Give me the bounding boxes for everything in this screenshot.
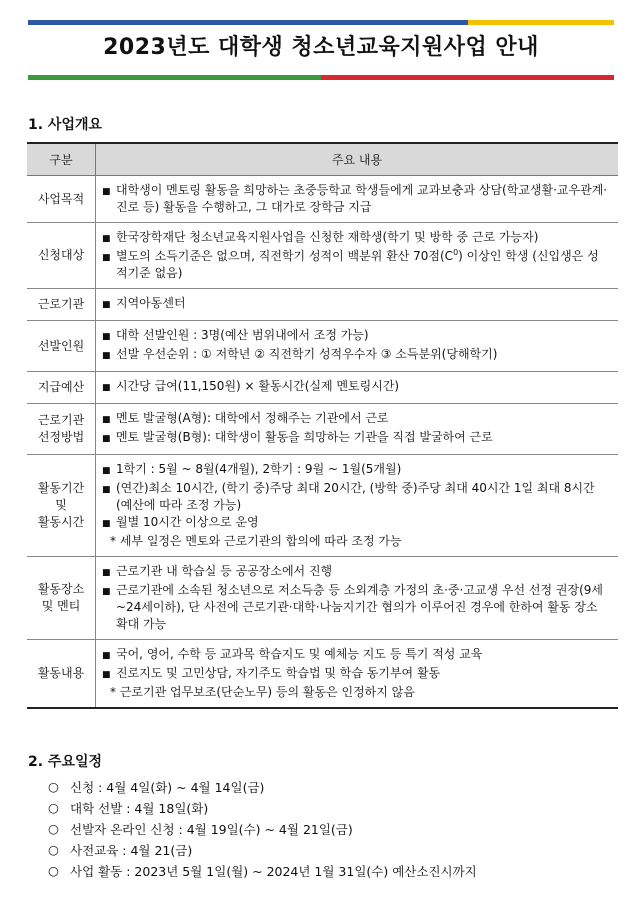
- square-bullet-icon: ■: [102, 187, 111, 197]
- table-row: [27, 557, 618, 640]
- bullet-text: 월별 10시간 이상으로 운영: [116, 515, 259, 529]
- stripe-red: [321, 75, 468, 80]
- square-bullet-icon: ■: [102, 351, 111, 361]
- row-content: [96, 557, 619, 640]
- stripe-blue: [321, 20, 468, 25]
- bullet-item: [102, 410, 610, 429]
- row-category-line: 지급예산: [37, 380, 85, 394]
- row-content: [96, 404, 619, 455]
- bullet-item: [102, 346, 610, 365]
- row-category-line: 근로기관: [37, 413, 85, 427]
- bullet-text: 대학 선발인원 : 3명(예산 범위내에서 조정 가능): [116, 328, 369, 342]
- schedule-text: 대학 선발 : 4월 18일(화): [70, 800, 209, 816]
- stripe-blue: [28, 20, 175, 25]
- bullet-item: [102, 582, 610, 633]
- bullet-item: [102, 646, 610, 665]
- row-content: [96, 372, 619, 404]
- square-bullet-icon: ■: [102, 253, 111, 263]
- bullet-item: [102, 229, 610, 248]
- bullet-text: 멘토 발굴형(A형): 대학에서 정해주는 기관에서 근로: [116, 411, 389, 425]
- square-bullet-icon: ■: [102, 485, 111, 495]
- schedule-item: [48, 818, 477, 839]
- title-top-stripe: [28, 20, 614, 25]
- square-bullet-icon: ■: [102, 519, 111, 529]
- square-bullet-icon: ■: [102, 651, 111, 661]
- bullet-item: [102, 429, 610, 448]
- bullet-text: 근로기관 내 학습실 등 공공장소에서 진행: [116, 564, 333, 578]
- row-category-line: 신청대상: [37, 248, 85, 262]
- circle-bullet-icon: ○: [48, 863, 59, 878]
- square-bullet-icon: ■: [102, 670, 111, 680]
- row-category-line: 근로기관: [37, 297, 85, 311]
- row-category: [27, 557, 96, 640]
- table-row: [27, 640, 618, 709]
- stripe-blue: [175, 20, 322, 25]
- bullet-text: 1학기 : 5월 ~ 8월(4개월), 2학기 : 9월 ~ 1월(5개월): [116, 462, 402, 476]
- stripe-red: [468, 75, 615, 80]
- stripe-yellow: [468, 20, 615, 25]
- row-category-line: 및 멘티: [41, 599, 81, 613]
- bullet-text: 지역아동센터: [116, 296, 186, 310]
- schedule-item: [48, 839, 477, 860]
- circle-bullet-icon: ○: [48, 821, 59, 836]
- bullet-item: [102, 514, 610, 533]
- section-heading-overview: 1. 사업개요: [28, 117, 103, 133]
- row-category: [27, 372, 96, 404]
- column-header-category: 구분: [27, 143, 96, 176]
- bullet-text: 멘토 발굴형(B형): 대학생이 활동을 희망하는 기관을 직접 발굴하여 근로: [116, 430, 493, 444]
- row-category: [27, 455, 96, 557]
- row-category-line: 선정방법: [37, 430, 85, 444]
- bullet-text: (연간)최소 10시간, (학기 중)주당 최대 20시간, (방학 중)주당 최대 40시간 1일 최대 8시간 (예산에 따라 조정 가능): [116, 481, 595, 512]
- row-content: [96, 289, 619, 321]
- table-header-row: [27, 143, 618, 176]
- stripe-green: [175, 75, 322, 80]
- note-text: * 세부 일정은 멘토와 근로기관의 합의에 따라 조정 가능: [110, 534, 402, 548]
- row-content: [96, 176, 619, 223]
- row-category-line: 활동내용: [37, 666, 85, 680]
- row-category-line: 활동시간: [37, 515, 85, 529]
- schedule-item: [48, 797, 477, 818]
- schedule-item: [48, 776, 477, 797]
- row-content: [96, 455, 619, 557]
- schedule-text: 사업 활동 : 2023년 5월 1일(월) ~ 2024년 1월 31일(수) 예산소진시까지: [70, 863, 477, 879]
- section-heading-schedule: 2. 주요일정: [28, 754, 103, 770]
- table-row: [27, 176, 618, 223]
- row-category-line: 활동장소: [37, 582, 85, 596]
- column-header-content: 주요 내용: [96, 143, 619, 176]
- table-row: [27, 372, 618, 404]
- square-bullet-icon: ■: [102, 383, 111, 393]
- square-bullet-icon: ■: [102, 568, 111, 578]
- square-bullet-icon: ■: [102, 300, 111, 310]
- schedule-item: [48, 860, 477, 881]
- table-row: [27, 289, 618, 321]
- circle-bullet-icon: ○: [48, 800, 59, 815]
- note-text: * 근로기관 업무보조(단순노무) 등의 활동은 인정하지 않음: [110, 685, 415, 699]
- circle-bullet-icon: ○: [48, 842, 59, 857]
- title-bottom-stripe: [28, 75, 614, 80]
- bullet-text: 근로기관에 소속된 청소년으로 저소득층 등 소외계층 가정의 초·중·고교생 우선 선정 권장(9세~24세이하), 단 사전에 근로기관·대학·나눔지기간 협의가 이루어진 경우에 한하여 활동 장소 확대 가능: [116, 583, 603, 631]
- grade-superscript: 0: [453, 248, 459, 257]
- row-content: [96, 640, 619, 709]
- bullet-text: 대학생이 멘토링 활동을 희망하는 초중등학교 학생들에게 교과보충과 상담(학교생활·교우관계·진로 등) 활동을 수행하고, 그 대가로 장학금 지급: [116, 183, 608, 214]
- row-category: [27, 223, 96, 289]
- bullet-item: [102, 327, 610, 346]
- square-bullet-icon: ■: [102, 466, 111, 476]
- row-category: [27, 640, 96, 709]
- row-category: [27, 404, 96, 455]
- schedule-text: 신청 : 4월 4일(화) ~ 4월 14일(금): [70, 779, 265, 795]
- table-body: [27, 176, 618, 709]
- overview-table: [27, 142, 618, 709]
- bullet-item: [102, 295, 610, 314]
- square-bullet-icon: ■: [102, 434, 111, 444]
- bullet-text: 시간당 급여(11,150원) × 활동시간(실제 멘토링시간): [116, 379, 400, 393]
- table-row: [27, 455, 618, 557]
- row-category: [27, 321, 96, 372]
- bullet-item: [102, 480, 610, 514]
- square-bullet-icon: ■: [102, 587, 111, 597]
- table-row: [27, 404, 618, 455]
- square-bullet-icon: ■: [102, 234, 111, 244]
- bullet-item: [102, 665, 610, 684]
- title-box: [28, 20, 614, 80]
- row-category-line: 사업목적: [37, 191, 85, 206]
- row-category: [27, 176, 96, 223]
- table-row: [27, 223, 618, 289]
- square-bullet-icon: ■: [102, 415, 111, 425]
- row-category-line: 선발인원: [37, 338, 85, 353]
- bullet-item: [102, 461, 610, 480]
- bullet-item: [102, 378, 610, 397]
- schedule-text: 선발자 온라인 신청 : 4월 19일(수) ~ 4월 21일(금): [70, 821, 353, 837]
- row-content: [96, 321, 619, 372]
- bullet-item: [102, 182, 610, 216]
- bullet-text: 별도의 소득기준은 없으며, 직전학기 성적이 백분위 환산 70점$(C^0)$ 이상인 학생 (신입생은 성적기준 없음): [116, 248, 599, 280]
- bullet-text: 진로지도 및 고민상담, 자기주도 학습법 및 학습 동기부여 활동: [116, 666, 441, 680]
- row-content: [96, 223, 619, 289]
- row-category: [27, 289, 96, 321]
- circle-bullet-icon: ○: [48, 779, 59, 794]
- bullet-text: 선발 우선순위 : ① 저학년 ② 직전학기 성적우수자 ③ 소득분위(당해학기): [116, 347, 498, 361]
- page-title: 2023년도 대학생 청소년교육지원사업 안내: [103, 35, 539, 60]
- bullet-text: 국어, 영어, 수학 등 교과목 학습지도 및 예체능 지도 등 특기 적성 교육: [116, 647, 483, 661]
- schedule-text: 사전교육 : 4월 21(금): [70, 842, 193, 858]
- table-row: [27, 321, 618, 372]
- bullet-item: [102, 248, 610, 282]
- stripe-green: [28, 75, 175, 80]
- schedule-list: [48, 776, 477, 881]
- row-category-line: 활동기간: [37, 481, 85, 495]
- row-category-line: 및: [55, 498, 67, 512]
- bullet-text: 한국장학재단 청소년교육지원사업을 신청한 재학생(학기 및 방학 중 근로 가능자): [116, 230, 539, 244]
- bullet-item: [102, 563, 610, 582]
- square-bullet-icon: ■: [102, 332, 111, 342]
